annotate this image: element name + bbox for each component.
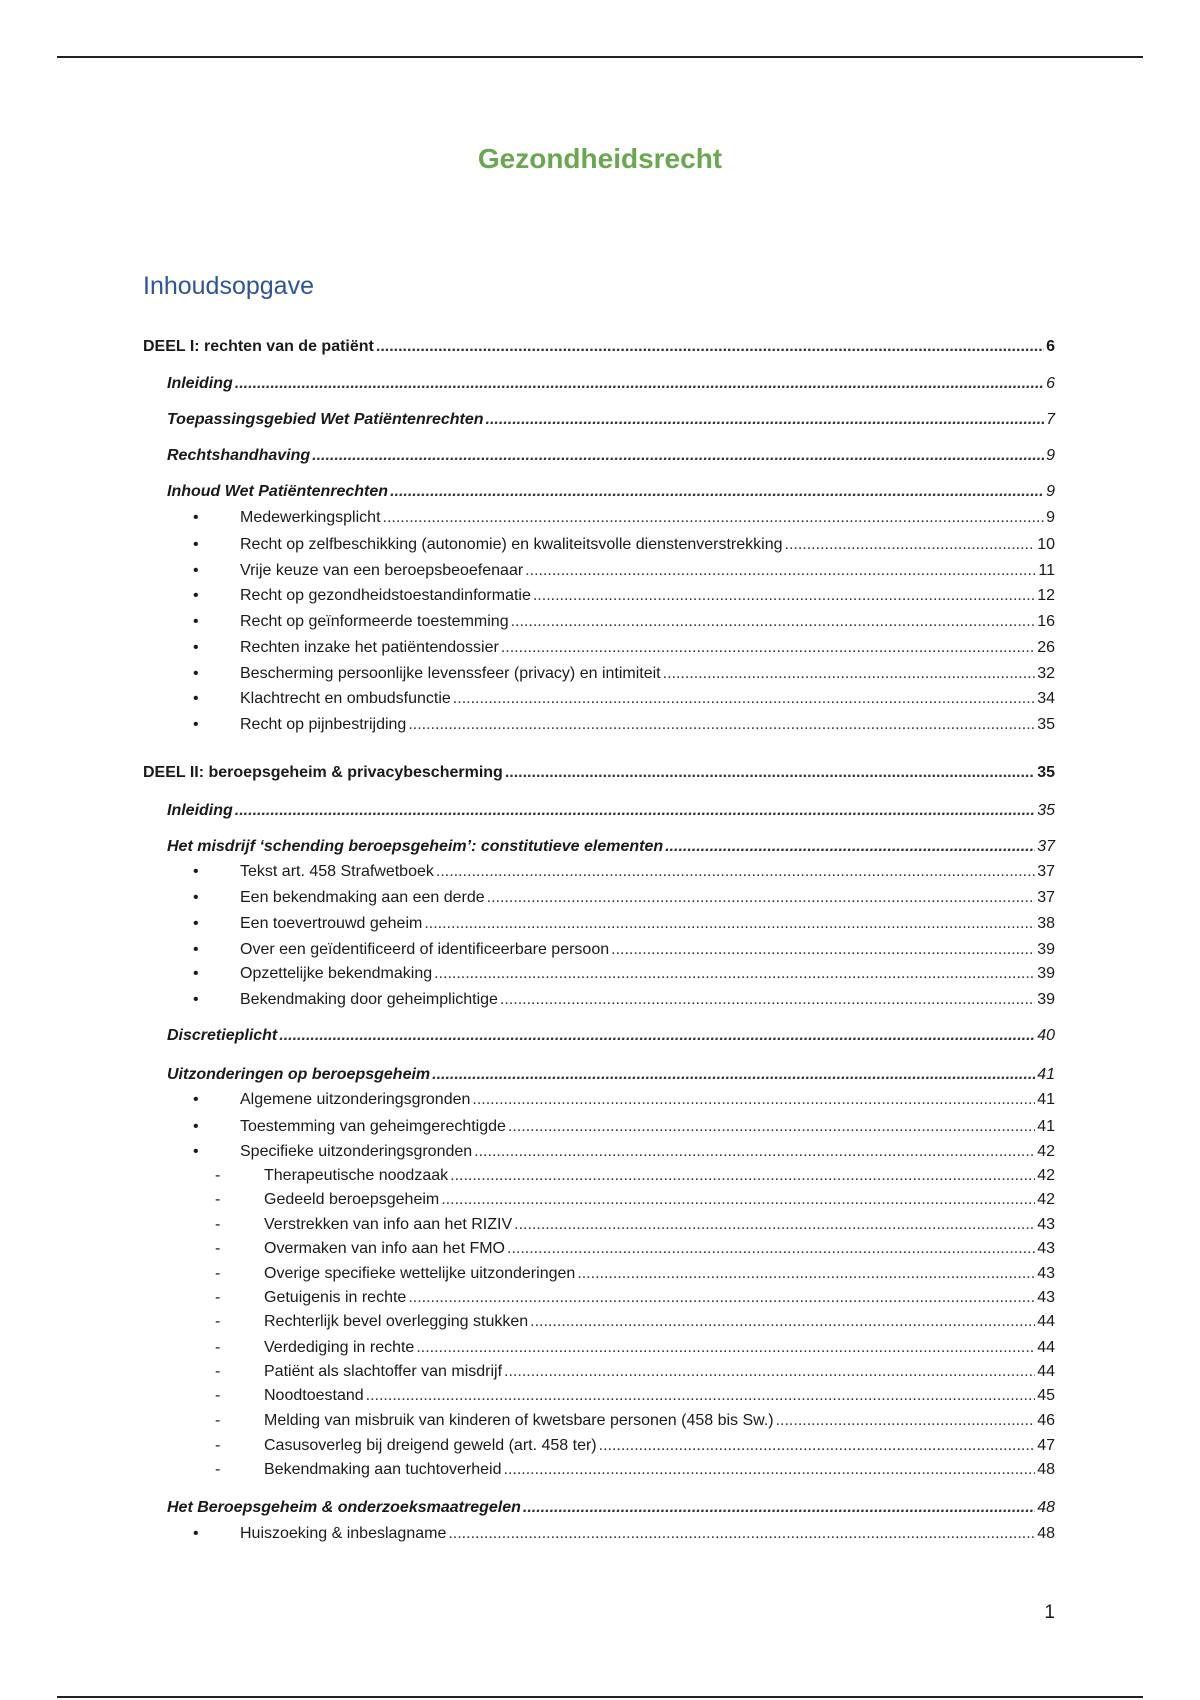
toc-entry-title: Toestemming van geheimgerechtigde bbox=[240, 1118, 506, 1135]
toc-entry-page: 42 bbox=[1037, 1191, 1055, 1208]
toc-entry-title: Noodtoestand bbox=[264, 1387, 364, 1404]
bullet-icon: • bbox=[193, 863, 199, 880]
toc-entry[interactable] bbox=[143, 1338, 1055, 1358]
toc-entry-title: Therapeutische noodzaak bbox=[264, 1167, 449, 1184]
toc-entry-title: Uitzonderingen op beroepsgeheim bbox=[167, 1066, 431, 1083]
toc-entry-page: 32 bbox=[1037, 665, 1055, 682]
toc-entry-page: 37 bbox=[1037, 889, 1055, 906]
dot-leader bbox=[577, 1264, 1035, 1284]
dot-leader bbox=[383, 508, 1045, 528]
dot-leader bbox=[441, 1190, 1035, 1210]
dash-icon: - bbox=[215, 1339, 221, 1356]
dash-icon: - bbox=[215, 1240, 221, 1257]
toc-entry-page: 40 bbox=[1037, 1027, 1055, 1044]
toc-entry-title: Overmaken van info aan het FMO bbox=[264, 1240, 505, 1257]
toc-entry-title: Recht op geïnformeerde toestemming bbox=[240, 613, 509, 630]
toc-entry-page: 11 bbox=[1038, 562, 1055, 579]
toc-entry-page: 34 bbox=[1037, 690, 1055, 707]
toc-heading: Inhoudsopgave bbox=[143, 272, 314, 300]
toc-entry[interactable] bbox=[143, 612, 1055, 632]
toc-entry[interactable] bbox=[143, 964, 1055, 984]
header-rule bbox=[57, 56, 1143, 58]
dash-icon: - bbox=[215, 1461, 221, 1478]
dot-leader bbox=[448, 1524, 1035, 1544]
toc-entry-title: Recht op gezondheidstoestandinformatie bbox=[240, 587, 531, 604]
toc-entry[interactable] bbox=[143, 1090, 1055, 1110]
toc-entry-page: 41 bbox=[1037, 1066, 1055, 1083]
toc-entry-title: Inleiding bbox=[167, 802, 233, 819]
dot-leader bbox=[511, 612, 1036, 632]
dot-leader bbox=[504, 1460, 1036, 1480]
toc-entry-title: Inhoud Wet Patiëntenrechten bbox=[167, 483, 389, 500]
dot-leader bbox=[453, 689, 1035, 709]
bullet-icon: • bbox=[193, 639, 199, 656]
dot-leader bbox=[416, 1338, 1035, 1358]
toc-entry-title: Overige specifieke wettelijke uitzonderingen bbox=[264, 1265, 576, 1282]
toc-entry-title: Toepassingsgebied Wet Patiëntenrechten bbox=[167, 411, 484, 428]
toc-entry[interactable] bbox=[143, 1166, 1055, 1186]
toc-entry-title: Casusoverleg bij dreigend geweld (art. 458 ter) bbox=[264, 1437, 597, 1454]
footer-rule bbox=[57, 1696, 1143, 1698]
dash-icon: - bbox=[215, 1387, 221, 1404]
dash-icon: - bbox=[215, 1191, 221, 1208]
dot-leader bbox=[505, 763, 1035, 783]
bullet-icon: • bbox=[193, 536, 199, 553]
dot-leader bbox=[525, 561, 1036, 581]
bullet-icon: • bbox=[193, 991, 199, 1008]
dot-leader bbox=[785, 535, 1036, 555]
toc-entry[interactable] bbox=[143, 410, 1055, 430]
toc-entry-title: Patiënt als slachtoffer van misdrijf bbox=[264, 1363, 503, 1380]
toc-entry-title: Verdediging in rechte bbox=[264, 1339, 415, 1356]
bullet-icon: • bbox=[193, 1091, 199, 1108]
toc-entry-title: Rechterlijk bevel overlegging stukken bbox=[264, 1313, 529, 1330]
dot-leader bbox=[663, 664, 1036, 684]
toc-entry-title: DEEL II: beroepsgeheim & privacybescherming bbox=[143, 764, 503, 781]
toc-entry[interactable] bbox=[143, 763, 1055, 783]
dot-leader bbox=[366, 1386, 1036, 1406]
toc-entry[interactable] bbox=[143, 508, 1055, 528]
toc-entry-title: Een bekendmaking aan een derde bbox=[240, 889, 485, 906]
dot-leader bbox=[500, 990, 1035, 1010]
toc-entry-page: 12 bbox=[1037, 587, 1055, 604]
toc-entry[interactable] bbox=[143, 801, 1055, 821]
toc-entry[interactable] bbox=[143, 1460, 1055, 1480]
dot-leader bbox=[514, 1215, 1035, 1235]
bullet-icon: • bbox=[193, 509, 199, 526]
toc-entry-title: Het misdrijf ‘schending beroepsgeheim’: constitutieve elementen bbox=[167, 838, 664, 855]
bullet-icon: • bbox=[193, 665, 199, 682]
toc-entry-title: Bekendmaking aan tuchtoverheid bbox=[264, 1461, 502, 1478]
toc-entry-title: Melding van misbruik van kinderen of kwetsbare personen (458 bis Sw.) bbox=[264, 1412, 774, 1429]
bullet-icon: • bbox=[193, 690, 199, 707]
toc-entry-page: 43 bbox=[1037, 1289, 1055, 1306]
bullet-icon: • bbox=[193, 1525, 199, 1542]
toc-entry-title: Rechten inzake het patiëntendossier bbox=[240, 639, 499, 656]
dot-leader bbox=[523, 1498, 1035, 1518]
toc-entry-title: Rechtshandhaving bbox=[167, 447, 311, 464]
page-number: 1 bbox=[1044, 1602, 1055, 1623]
toc-entry[interactable] bbox=[143, 837, 1055, 857]
dot-leader bbox=[424, 914, 1035, 934]
dot-leader bbox=[533, 586, 1035, 606]
toc-entry[interactable] bbox=[143, 914, 1055, 934]
dot-leader bbox=[508, 1117, 1035, 1137]
dash-icon: - bbox=[215, 1437, 221, 1454]
toc-entry[interactable] bbox=[143, 715, 1055, 735]
toc-entry[interactable] bbox=[143, 1142, 1055, 1162]
toc-entry-page: 35 bbox=[1037, 802, 1055, 819]
dot-leader bbox=[486, 410, 1045, 430]
toc-entry-title: Algemene uitzonderingsgronden bbox=[240, 1091, 471, 1108]
toc-entry[interactable] bbox=[143, 1312, 1055, 1332]
toc-entry-title: DEEL I: rechten van de patiënt bbox=[143, 338, 374, 355]
dot-leader bbox=[235, 801, 1035, 821]
toc-entry[interactable] bbox=[143, 689, 1055, 709]
toc-entry[interactable] bbox=[143, 561, 1055, 581]
toc-entry-title: Tekst art. 458 Strafwetboek bbox=[240, 863, 434, 880]
toc-entry-page: 26 bbox=[1037, 639, 1055, 656]
toc-entry-page: 48 bbox=[1037, 1461, 1055, 1478]
toc-entry[interactable] bbox=[143, 862, 1055, 882]
dot-leader bbox=[408, 715, 1035, 735]
toc-entry-title: Een toevertrouwd geheim bbox=[240, 915, 423, 932]
toc-entry-page: 39 bbox=[1037, 991, 1055, 1008]
dash-icon: - bbox=[215, 1289, 221, 1306]
toc-entry[interactable] bbox=[143, 888, 1055, 908]
toc-entry-page: 47 bbox=[1037, 1437, 1055, 1454]
toc-entry-title: Bekendmaking door geheimplichtige bbox=[240, 991, 498, 1008]
toc-entry[interactable] bbox=[143, 586, 1055, 606]
dot-leader bbox=[450, 1166, 1035, 1186]
dash-icon: - bbox=[215, 1167, 221, 1184]
toc-entry[interactable] bbox=[143, 1498, 1055, 1518]
toc-entry-page: 35 bbox=[1037, 716, 1055, 733]
toc-entry-title: Het Beroepsgeheim & onderzoeksmaatregelen bbox=[167, 1499, 521, 1516]
toc-entry[interactable] bbox=[143, 1026, 1055, 1046]
bullet-icon: • bbox=[193, 1143, 199, 1160]
toc-entry-page: 43 bbox=[1037, 1216, 1055, 1233]
bullet-icon: • bbox=[193, 965, 199, 982]
toc-entry[interactable] bbox=[143, 1288, 1055, 1308]
dot-leader bbox=[312, 446, 1044, 466]
toc-entry-title: Recht op zelfbeschikking (autonomie) en kwaliteitsvolle dienstenverstrekking bbox=[240, 536, 783, 553]
toc-entry-title: Verstrekken van info aan het RIZIV bbox=[264, 1216, 513, 1233]
dot-leader bbox=[235, 374, 1044, 394]
toc-entry-page: 39 bbox=[1037, 941, 1055, 958]
toc-entry-page: 41 bbox=[1037, 1118, 1055, 1135]
dot-leader bbox=[434, 964, 1035, 984]
toc-entry[interactable] bbox=[143, 1117, 1055, 1137]
toc-entry-page: 44 bbox=[1037, 1363, 1055, 1380]
bullet-icon: • bbox=[193, 716, 199, 733]
dash-icon: - bbox=[215, 1216, 221, 1233]
toc-entry-title: Vrije keuze van een beroepsbeoefenaar bbox=[240, 562, 524, 579]
toc-entry-page: 42 bbox=[1037, 1167, 1055, 1184]
dot-leader bbox=[474, 1142, 1035, 1162]
toc-entry[interactable] bbox=[143, 1362, 1055, 1382]
toc-entry-title: Medewerkingsplicht bbox=[240, 509, 381, 526]
dot-leader bbox=[408, 1288, 1035, 1308]
dot-leader bbox=[611, 940, 1035, 960]
toc-entry[interactable] bbox=[143, 1264, 1055, 1284]
bullet-icon: • bbox=[193, 941, 199, 958]
dot-leader bbox=[376, 337, 1044, 357]
bullet-icon: • bbox=[193, 915, 199, 932]
toc-entry[interactable] bbox=[143, 1190, 1055, 1210]
toc-entry-title: Gedeeld beroepsgeheim bbox=[264, 1191, 440, 1208]
bullet-icon: • bbox=[193, 562, 199, 579]
toc-entry-page: 44 bbox=[1037, 1339, 1055, 1356]
toc-entry[interactable] bbox=[143, 1524, 1055, 1544]
toc-entry-page: 9 bbox=[1046, 509, 1055, 526]
toc-entry-page: 9 bbox=[1046, 447, 1055, 464]
toc-entry-page: 42 bbox=[1037, 1143, 1055, 1160]
toc-entry-page: 37 bbox=[1037, 863, 1055, 880]
toc-entry[interactable] bbox=[143, 535, 1055, 555]
toc-entry-page: 9 bbox=[1046, 483, 1055, 500]
toc-entry-page: 41 bbox=[1037, 1091, 1055, 1108]
dot-leader bbox=[436, 862, 1035, 882]
bullet-icon: • bbox=[193, 613, 199, 630]
bullet-icon: • bbox=[193, 1118, 199, 1135]
toc-entry-page: 39 bbox=[1037, 965, 1055, 982]
toc-entry[interactable] bbox=[143, 638, 1055, 658]
dash-icon: - bbox=[215, 1313, 221, 1330]
toc-entry-title: Discretieplicht bbox=[167, 1027, 278, 1044]
dot-leader bbox=[599, 1436, 1036, 1456]
toc-entry-page: 48 bbox=[1037, 1499, 1055, 1516]
toc-entry[interactable] bbox=[143, 446, 1055, 466]
toc-entry[interactable] bbox=[143, 1386, 1055, 1406]
toc-entry[interactable] bbox=[143, 1411, 1055, 1431]
dot-leader bbox=[432, 1065, 1035, 1085]
toc-entry-title: Over een geïdentificeerd of identificeerbare persoon bbox=[240, 941, 610, 958]
dot-leader bbox=[279, 1026, 1035, 1046]
toc-entry[interactable] bbox=[143, 1239, 1055, 1259]
toc-entry-page: 10 bbox=[1037, 536, 1055, 553]
toc-entry-page: 16 bbox=[1037, 613, 1055, 630]
toc-entry-title: Specifieke uitzonderingsgronden bbox=[240, 1143, 473, 1160]
toc-entry-page: 48 bbox=[1037, 1525, 1055, 1542]
dot-leader bbox=[501, 638, 1035, 658]
toc-entry[interactable] bbox=[143, 664, 1055, 684]
dot-leader bbox=[530, 1312, 1035, 1332]
toc-entry-page: 6 bbox=[1046, 338, 1055, 355]
toc-entry-page: 7 bbox=[1046, 411, 1055, 428]
bullet-icon: • bbox=[193, 889, 199, 906]
toc-entry-title: Bescherming persoonlijke levenssfeer (privacy) en intimiteit bbox=[240, 665, 661, 682]
toc-entry[interactable] bbox=[143, 374, 1055, 394]
dot-leader bbox=[487, 888, 1036, 908]
toc-entry[interactable] bbox=[143, 1215, 1055, 1235]
dot-leader bbox=[504, 1362, 1035, 1382]
toc-entry-title: Opzettelijke bekendmaking bbox=[240, 965, 433, 982]
dot-leader bbox=[665, 837, 1035, 857]
dot-leader bbox=[776, 1411, 1036, 1431]
toc-entry-title: Inleiding bbox=[167, 375, 233, 392]
toc-entry[interactable] bbox=[143, 1065, 1055, 1085]
dot-leader bbox=[507, 1239, 1035, 1259]
toc-entry[interactable] bbox=[143, 990, 1055, 1010]
dot-leader bbox=[390, 482, 1044, 502]
dash-icon: - bbox=[215, 1363, 221, 1380]
toc-entry-title: Huiszoeking & inbeslagname bbox=[240, 1525, 447, 1542]
dash-icon: - bbox=[215, 1265, 221, 1282]
toc-entry-title: Getuigenis in rechte bbox=[264, 1289, 407, 1306]
toc-entry[interactable] bbox=[143, 482, 1055, 502]
toc-entry[interactable] bbox=[143, 1436, 1055, 1456]
toc-entry-page: 45 bbox=[1037, 1387, 1055, 1404]
toc-entry[interactable] bbox=[143, 337, 1055, 357]
toc-entry-page: 44 bbox=[1037, 1313, 1055, 1330]
toc-entry-page: 46 bbox=[1037, 1412, 1055, 1429]
toc-entry-title: Klachtrecht en ombudsfunctie bbox=[240, 690, 451, 707]
toc-entry-page: 6 bbox=[1046, 375, 1055, 392]
toc-entry-page: 37 bbox=[1037, 838, 1055, 855]
toc-entry-page: 43 bbox=[1037, 1265, 1055, 1282]
toc-entry-page: 38 bbox=[1037, 915, 1055, 932]
toc-entry-title: Recht op pijnbestrijding bbox=[240, 716, 407, 733]
dash-icon: - bbox=[215, 1412, 221, 1429]
toc-entry-page: 35 bbox=[1037, 764, 1055, 781]
toc-entry-page: 43 bbox=[1037, 1240, 1055, 1257]
toc-entry[interactable] bbox=[143, 940, 1055, 960]
dot-leader bbox=[472, 1090, 1035, 1110]
bullet-icon: • bbox=[193, 587, 199, 604]
document-title: Gezondheidsrecht bbox=[477, 143, 723, 174]
